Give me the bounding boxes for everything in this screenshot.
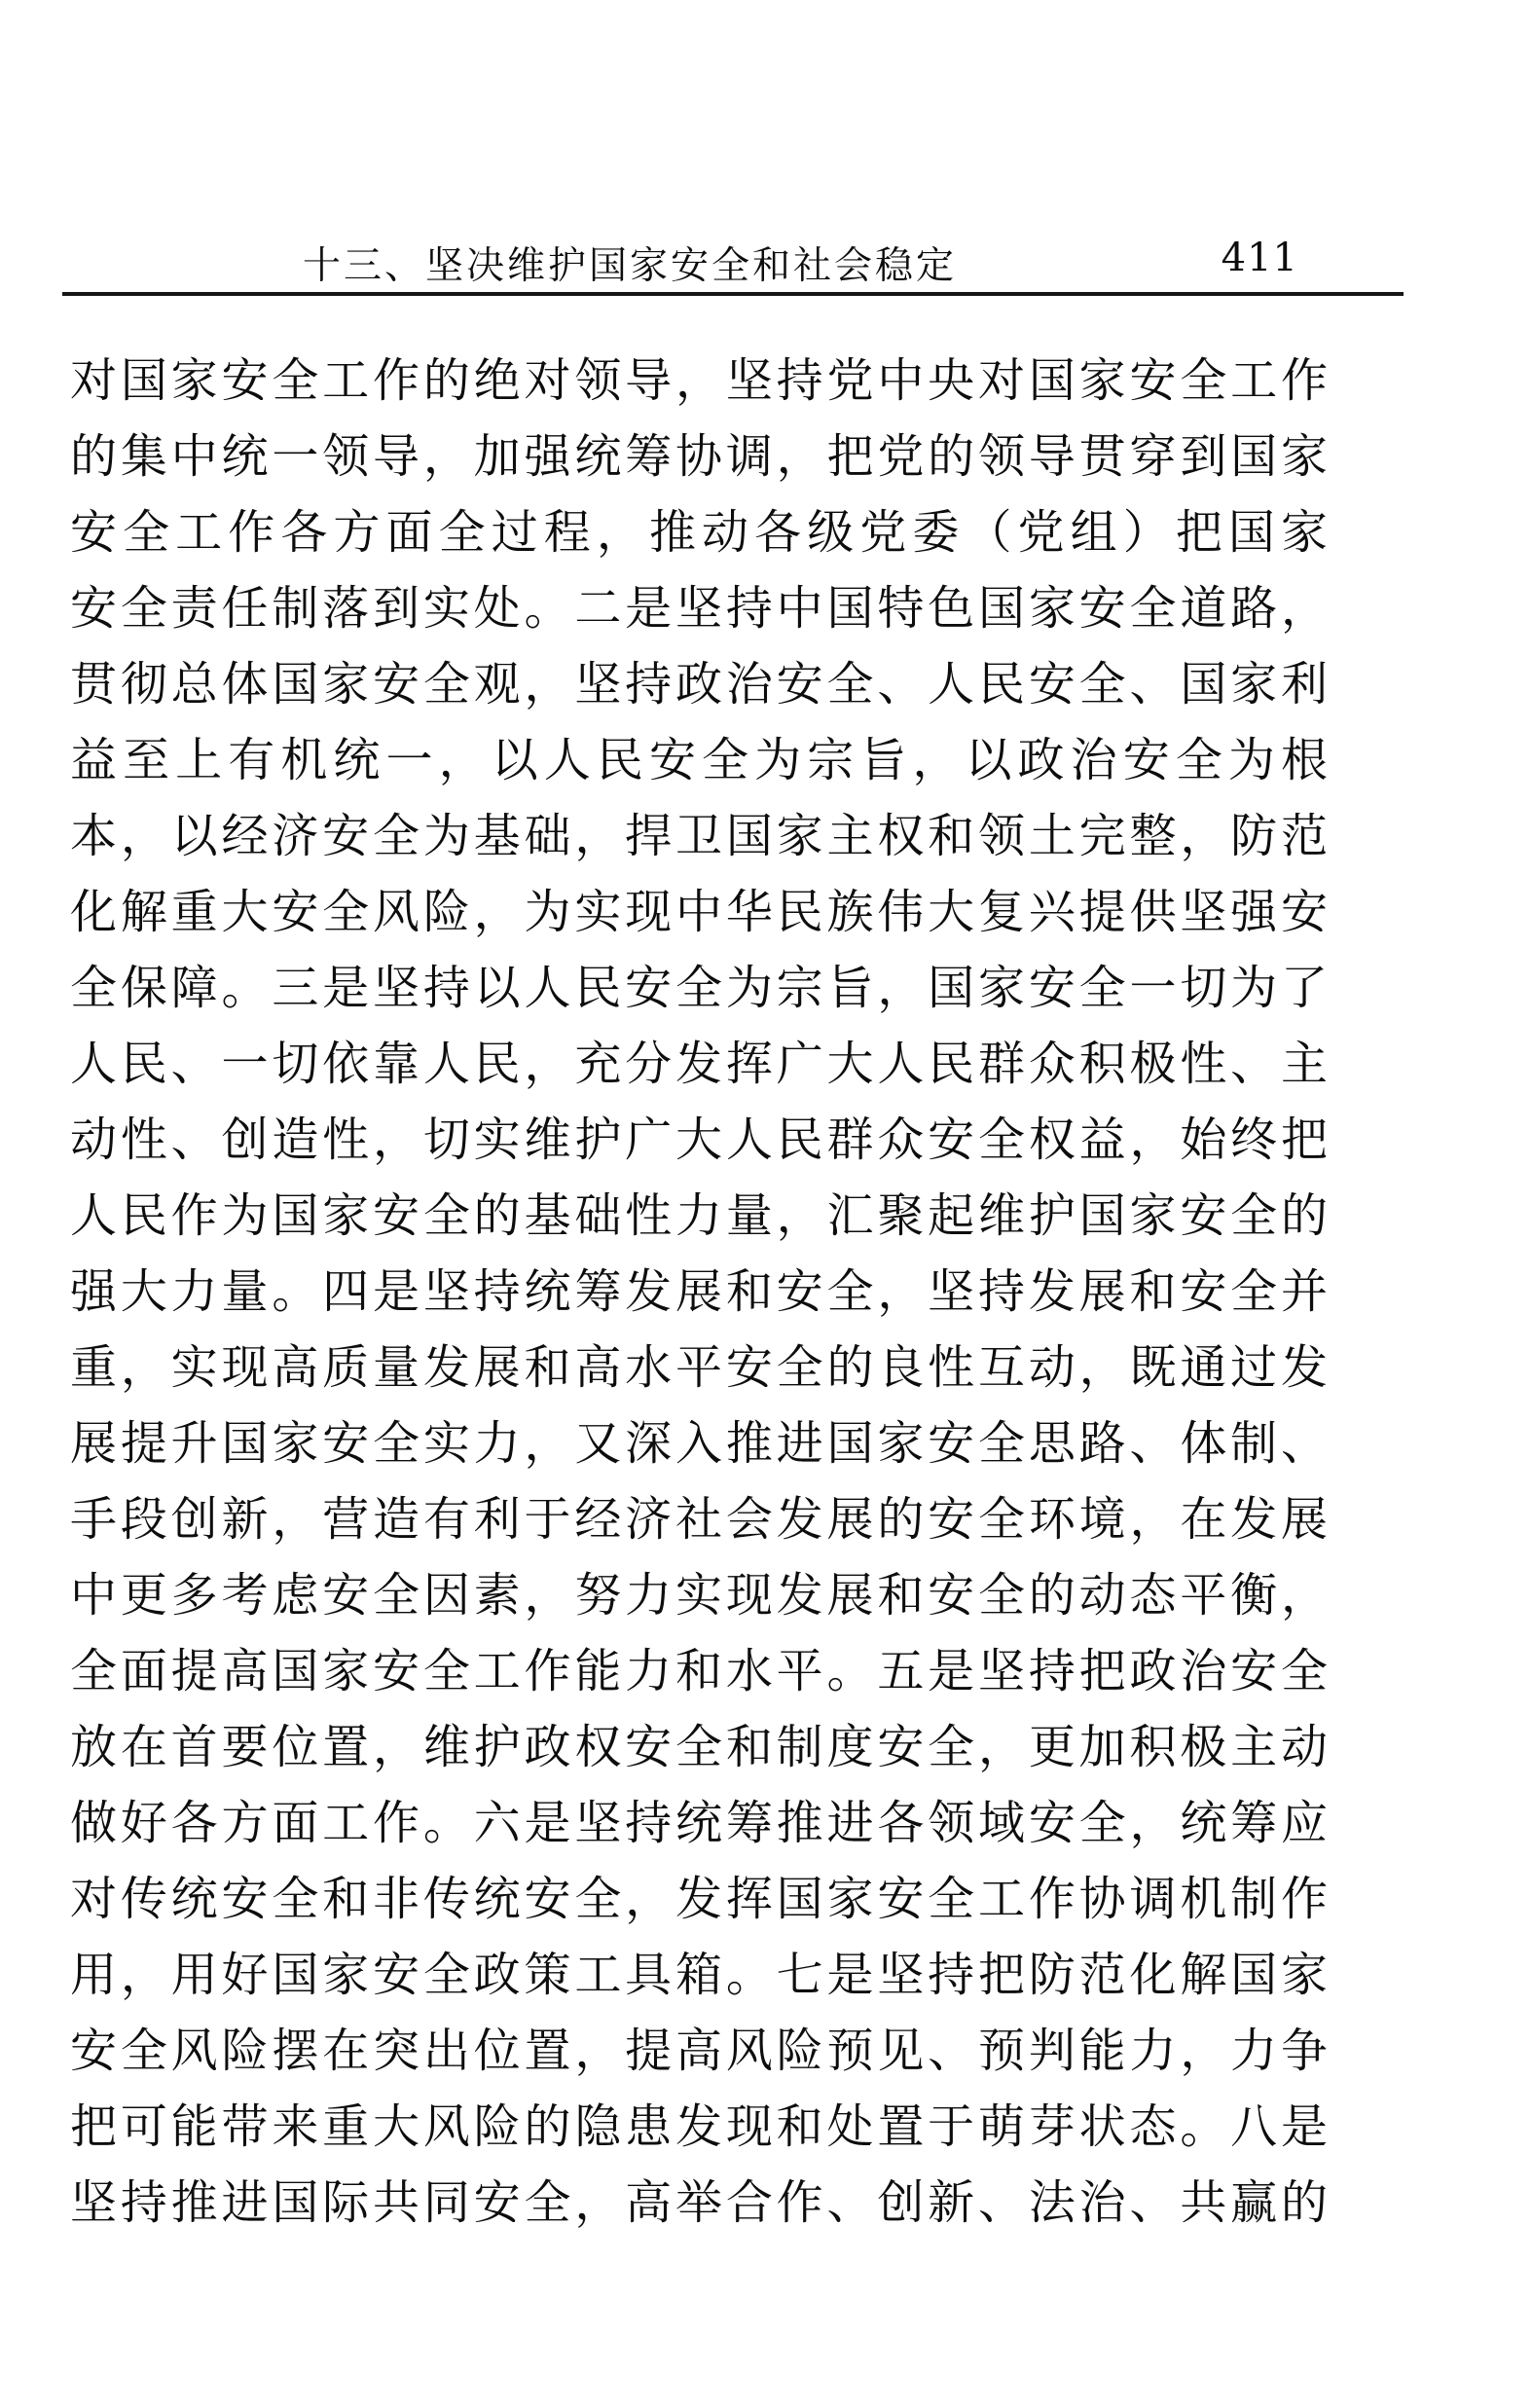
text-line: 坚持推进国际共同安全，高举合作、创新、法治、共赢的: [70, 2175, 1328, 2230]
text-line: 做好各方面工作。六是坚持统筹推进各领域安全，统筹应: [70, 1796, 1328, 1850]
text-line: 用，用好国家安全政策工具箱。七是坚持把防范化解国家: [70, 1948, 1328, 2002]
running-header: [70, 236, 1326, 290]
text-line: 对国家安全工作的绝对领导，坚持党中央对国家安全工作: [70, 353, 1328, 408]
text-line: 安全工作各方面全过程，推动各级党委（党组）把国家: [70, 505, 1328, 560]
text-line: 手段创新，营造有利于经济社会发展的安全环境，在发展: [70, 1492, 1328, 1547]
header-rule: [62, 292, 1404, 296]
text-line: 中更多考虑安全因素，努力实现发展和安全的动态平衡，: [70, 1568, 1328, 1623]
text-line: 益至上有机统一，以人民安全为宗旨，以政治安全为根: [70, 733, 1328, 787]
chapter-title: 十三、坚决维护国家安全和社会稳定: [302, 244, 957, 288]
text-line: 强大力量。四是坚持统筹发展和安全，坚持发展和安全并: [70, 1264, 1328, 1319]
text-line: 放在首要位置，维护政权安全和制度安全，更加积极主动: [70, 1720, 1328, 1774]
text-line: 安全风险摆在突出位置，提高风险预见、预判能力，力争: [70, 2024, 1328, 2078]
text-line: 对传统安全和非传统安全，发挥国家安全工作协调机制作: [70, 1872, 1328, 1926]
text-line: 重，实现高质量发展和高水平安全的良性互动，既通过发: [70, 1340, 1328, 1395]
text-line: 全面提高国家安全工作能力和水平。五是坚持把政治安全: [70, 1644, 1328, 1698]
text-line: 化解重大安全风险，为实现中华民族伟大复兴提供坚强安: [70, 885, 1328, 939]
text-line: 的集中统一领导，加强统筹协调，把党的领导贯穿到国家: [70, 429, 1328, 484]
text-line: 本，以经济安全为基础，捍卫国家主权和领土完整，防范: [70, 809, 1328, 863]
text-line: 展提升国家安全实力，又深入推进国家安全思路、体制、: [70, 1416, 1328, 1471]
text-line: 安全责任制落到实处。二是坚持中国特色国家安全道路，: [70, 581, 1328, 636]
text-line: 人民作为国家安全的基础性力量，汇聚起维护国家安全的: [70, 1188, 1328, 1243]
body-text: [70, 343, 1328, 2241]
text-line: 把可能带来重大风险的隐患发现和处置于萌芽状态。八是: [70, 2099, 1328, 2154]
text-line: 贯彻总体国家安全观，坚持政治安全、人民安全、国家利: [70, 657, 1328, 711]
page-number: 411: [1221, 236, 1298, 280]
text-line: 动性、创造性，切实维护广大人民群众安全权益，始终把: [70, 1113, 1328, 1167]
text-line: 全保障。三是坚持以人民安全为宗旨，国家安全一切为了: [70, 961, 1328, 1015]
text-line: 人民、一切依靠人民，充分发挥广大人民群众积极性、主: [70, 1037, 1328, 1091]
